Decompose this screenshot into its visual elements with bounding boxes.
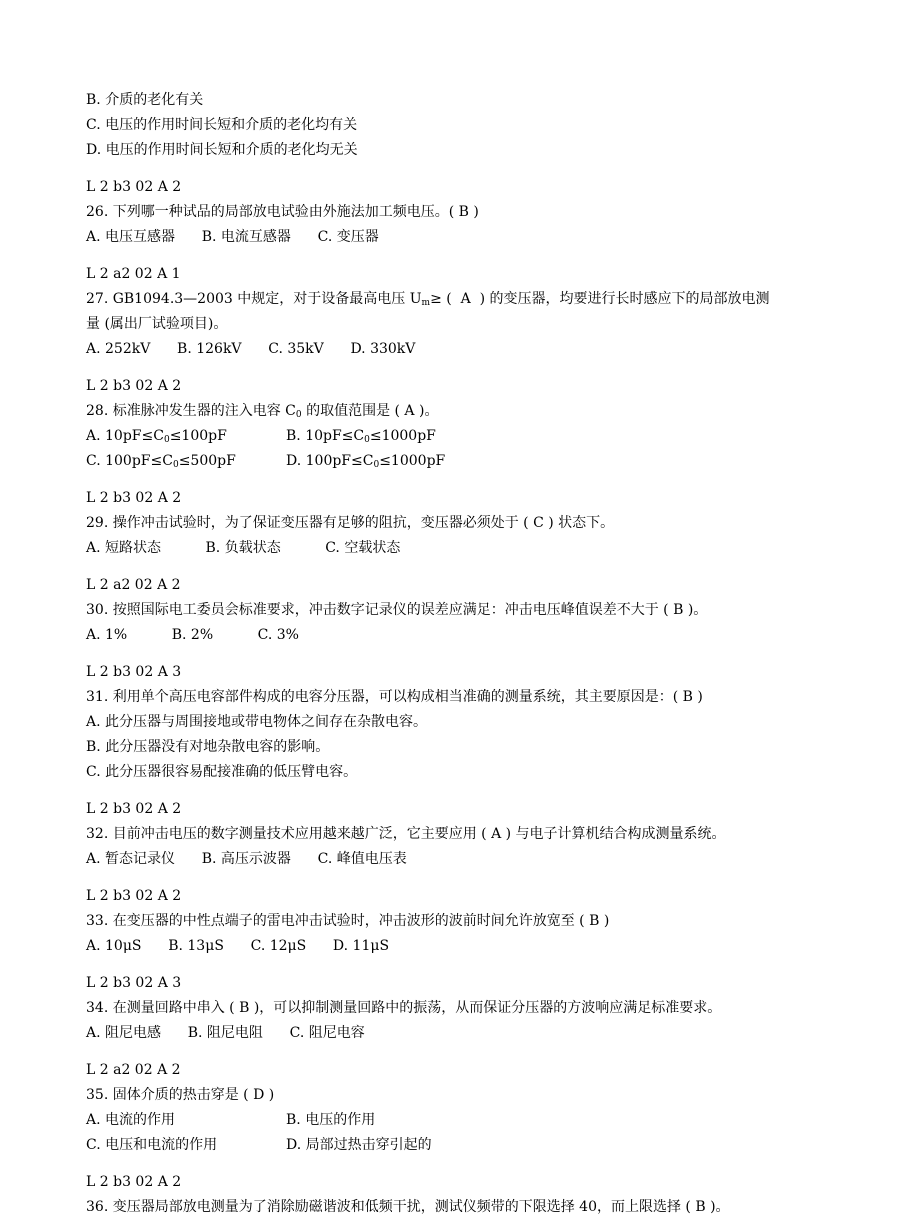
question-code: L 2 b3 02 A 2: [86, 1174, 182, 1190]
options-28-ab: [86, 424, 846, 449]
text-line: B. 介质的老化有关: [86, 92, 204, 108]
question-29: 29. 操作冲击试验时，为了保证变压器有足够的阻抗，变压器必须处于 ( C ) 状态下。: [86, 515, 615, 531]
question-34: 34. 在测量回路中串入 ( B )，可以抑制测量回路中的振荡，从而保证分压器的方波响应满足标准要求。: [86, 1000, 722, 1016]
question-code: L 2 a2 02 A 1: [86, 266, 181, 282]
question-31: 31. 利用单个高压电容部件构成的电容分压器，可以构成相当准确的测量系统，其主要原因是：( B ): [86, 689, 703, 705]
question-33: 33. 在变压器的中性点端子的雷电冲击试验时，冲击波形的波前时间允许放宽至 ( B ): [86, 913, 610, 929]
option-d: D. 局部过热击穿引起的: [286, 1137, 432, 1153]
options-34: A. 阻尼电感 B. 阻尼电阻 C. 阻尼电容: [86, 1025, 365, 1041]
options-32: A. 暂态记录仪 B. 高压示波器 C. 峰值电压表: [86, 851, 407, 867]
option-b: B. $10pF\le C_0\le 1000pF$: [286, 428, 436, 445]
options-26: A. 电压互感器 B. 电流互感器 C. 变压器: [86, 229, 379, 245]
question-36: 36. 变压器局部放电测量为了消除励磁谐波和低频干扰，测试仪频带的下限选择 40，而上限选择 ( B )。: [86, 1199, 730, 1215]
question-28: 28. 标准脉冲发生器的注入电容 $C_0$ 的取值范围是 ( A )。: [86, 403, 439, 420]
option-31-a: A. 此分压器与周围接地或带电物体之间存在杂散电容。: [86, 714, 428, 730]
option-c: C. $100pF\le C_0\le 500pF$: [86, 453, 236, 470]
option-31-b: B. 此分压器没有对地杂散电容的影响。: [86, 739, 330, 755]
option-d: D. $100pF\le C_0\le 1000pF$: [286, 453, 446, 470]
options-35-cd: [86, 1133, 846, 1158]
option-a: A. 电流的作用: [86, 1112, 176, 1128]
text-line: D. 电压的作用时间长短和介质的老化均无关: [86, 142, 358, 158]
question-30: 30. 按照国际电工委员会标准要求，冲击数字记录仪的误差应满足：冲击电压峰值误差不大于 ( B )。: [86, 602, 708, 618]
options-29: A. 短路状态 B. 负载状态 C. 空载状态: [86, 540, 401, 556]
question-27-cont: 量 (属出厂试验项目)。: [86, 316, 228, 332]
question-code: L 2 b3 02 A 2: [86, 179, 182, 195]
document-page: [86, 88, 846, 1220]
question-code: L 2 a2 02 A 2: [86, 1062, 181, 1078]
question-code: L 2 b3 02 A 3: [86, 664, 182, 680]
option-a: A. $10pF\le C_0\le 100pF$: [86, 428, 227, 445]
question-26: 26. 下列哪一种试品的局部放电试验由外施法加工频电压。( B ): [86, 204, 479, 220]
question-32: 32. 目前冲击电压的数字测量技术应用越来越广泛，它主要应用 ( A ) 与电子计算机结合构成测量系统。: [86, 826, 726, 842]
question-code: L 2 b3 02 A 2: [86, 378, 182, 394]
option-31-c: C. 此分压器很容易配接准确的低压臂电容。: [86, 764, 358, 780]
options-27: A. 252kV B. 126kV C. 35kV D. 330kV: [86, 341, 416, 357]
question-code: L 2 b3 02 A 3: [86, 975, 182, 991]
question-35: 35. 固体介质的热击穿是 ( D ): [86, 1087, 275, 1103]
question-code: L 2 b3 02 A 2: [86, 490, 182, 506]
options-33: A. 10μS B. 13μS C. 12μS D. 11μS: [86, 938, 390, 954]
text-line: C. 电压的作用时间长短和介质的老化均有关: [86, 117, 358, 133]
options-30: A. 1% B. 2% C. 3%: [86, 627, 299, 643]
option-c: C. 电压和电流的作用: [86, 1137, 218, 1153]
options-28-cd: [86, 449, 846, 474]
question-27: 27. GB1094.3—2003 中规定，对于设备最高电压 $U_m\ge$ ( A ) 的变压器，均要进行长时感应下的局部放电测: [86, 291, 770, 308]
question-code: L 2 b3 02 A 2: [86, 801, 182, 817]
options-35-ab: [86, 1108, 846, 1133]
question-code: L 2 b3 02 A 2: [86, 888, 182, 904]
question-code: L 2 a2 02 A 2: [86, 577, 181, 593]
option-b: B. 电压的作用: [286, 1112, 376, 1128]
